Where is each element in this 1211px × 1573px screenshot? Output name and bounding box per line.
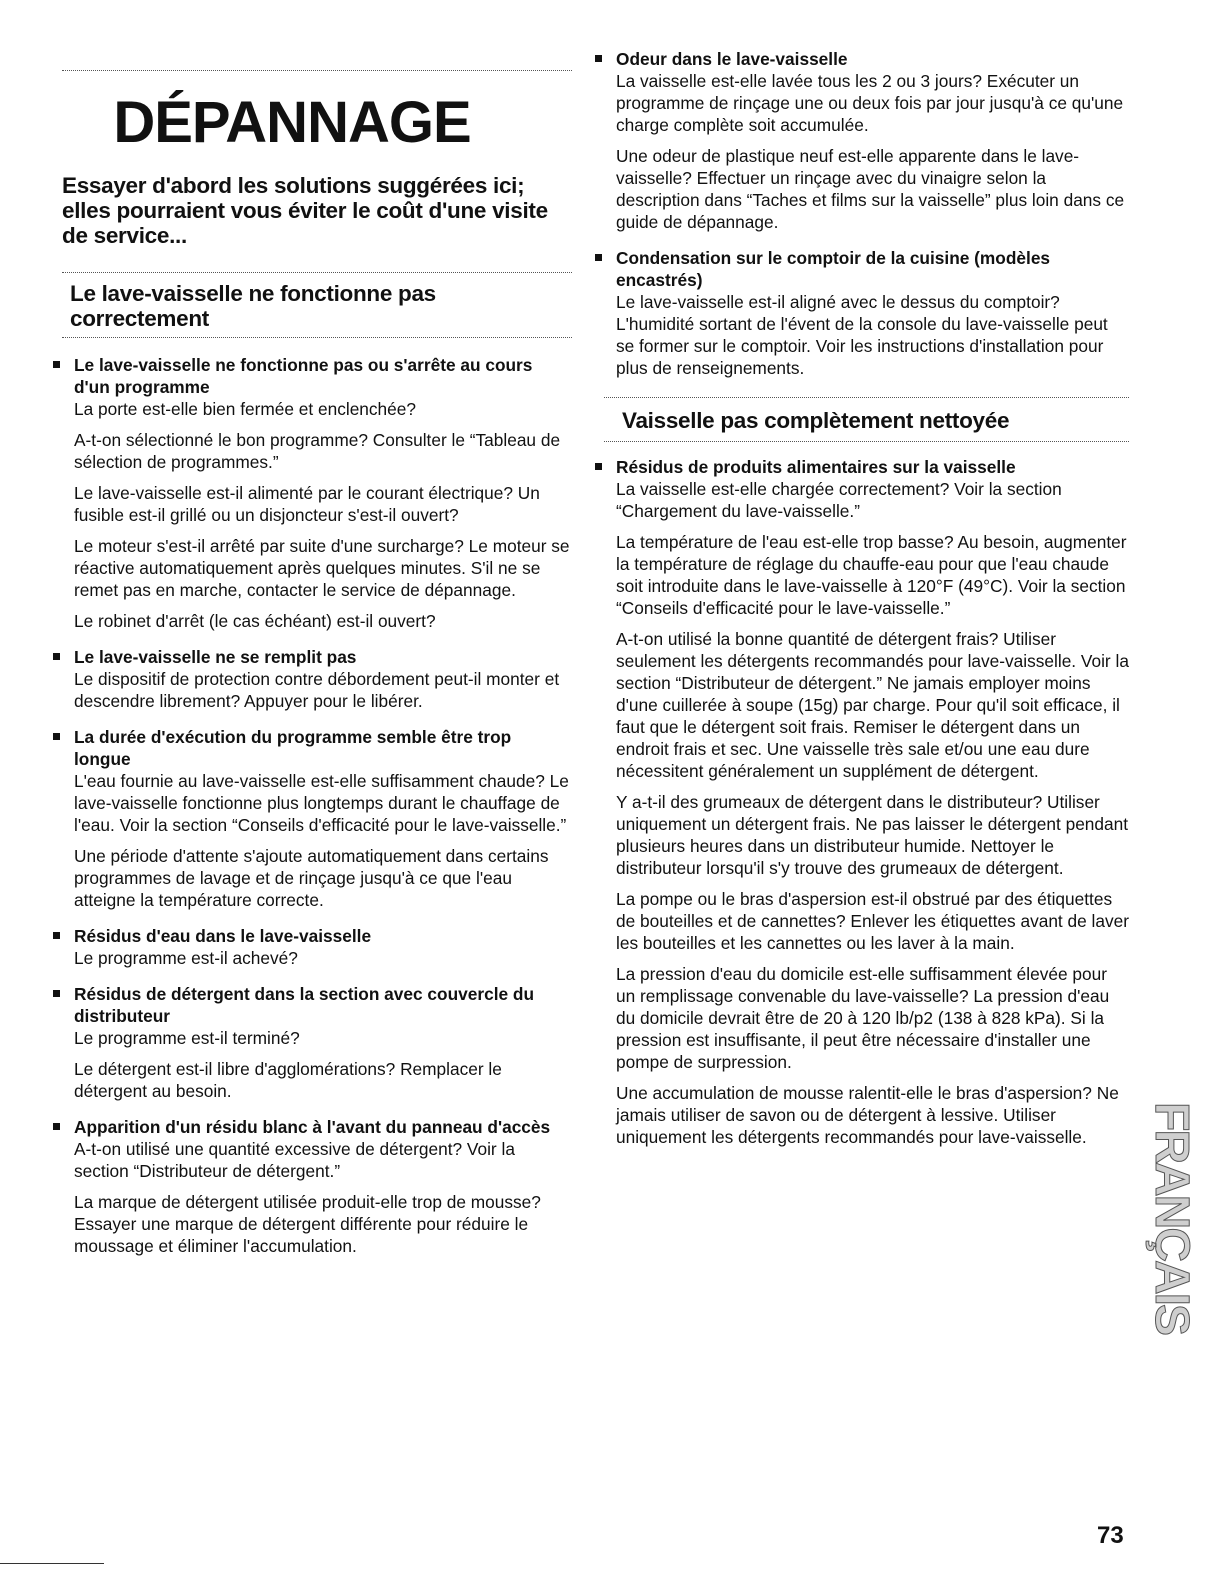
bullet-icon (53, 361, 60, 368)
section-rule (604, 397, 1129, 398)
item-paragraph: Le programme est-il terminé? (74, 1028, 300, 1048)
item-paragraph: Une odeur de plastique neuf est-elle apparente dans le lave-vaisselle? Effectuer un rinçage avec du vinaigre selon la description dans “Taches et films sur la vaisselle” plus loin dans ce guide de dépannage. (616, 146, 1125, 232)
item-paragraph: La marque de détergent utilisée produit-elle trop de mousse? Essayer une marque de détergent différente pour réduire le moussage et éliminer l'accumulation. (74, 1192, 541, 1256)
bullet-icon (53, 653, 60, 660)
item-heading: Odeur dans le lave-vaisselle (616, 49, 848, 69)
troubleshoot-item (62, 983, 572, 1102)
troubleshoot-item (604, 247, 1129, 379)
troubleshoot-item (62, 925, 572, 969)
item-paragraph: La température de l'eau est-elle trop basse? Au besoin, augmenter la température de réglage du chauffe-eau pour que l'eau chaude soit introduite dans le lave-vaisselle à 120°F (49°C). Voir la section “Conseils d'efficacité pour le lave-vaisselle.” (616, 532, 1127, 618)
language-tab: FRANÇAIS (1145, 1101, 1198, 1334)
section-items (604, 48, 1129, 379)
left-column (62, 0, 572, 1266)
intro-text: Essayer d'abord les solutions suggérées ici; elles pourraient vous éviter le coût d'une visite de service... (62, 173, 548, 248)
troubleshoot-item (604, 48, 1129, 233)
item-heading: Condensation sur le comptoir de la cuisine (modèles encastrés) (616, 248, 1051, 290)
section-items (62, 354, 572, 1257)
item-paragraph: La vaisselle est-elle lavée tous les 2 ou 3 jours? Exécuter un programme de rinçage une ou deux fois par jour jusqu'à ce qu'une charge complète soit accumulée. (616, 71, 1124, 135)
item-paragraph: A-t-on utilisé la bonne quantité de détergent frais? Utiliser seulement les détergents recommandés pour lave-vaisselle. Voir la section “Distributeur de détergent.” Ne jamais employer moins d'une cuillerée à soupe (15g) par charge. Pour qu'il soit efficace, il faut que le détergent soit frais. Remiser le détergent dans un endroit frais et sec. Une vaisselle très sale et/ou une eau dure nécessitent généralement un supplément de détergent. (616, 629, 1129, 781)
troubleshoot-item (62, 1116, 572, 1257)
item-heading: Le lave-vaisselle ne fonctionne pas ou s'arrête au cours d'un programme (74, 355, 533, 397)
item-paragraph: Le dispositif de protection contre débordement peut-il monter et descendre librement? Appuyer pour le libérer. (74, 669, 560, 711)
bullet-icon (595, 254, 602, 261)
section-items (604, 456, 1129, 1148)
troubleshoot-item (62, 646, 572, 712)
bullet-icon (53, 733, 60, 740)
item-paragraph: La vaisselle est-elle chargée correctement? Voir la section “Chargement du lave-vaisselle.” (616, 479, 1062, 521)
item-heading: Apparition d'un résidu blanc à l'avant du panneau d'accès (74, 1117, 551, 1137)
item-paragraph: Y a-t-il des grumeaux de détergent dans le distributeur? Utiliser uniquement un détergent frais. Ne pas laisser le détergent pendant plusieurs heures dans un distributeur humide. Nettoyer le distributeur lorsqu'il s'y trouve des grumeaux de détergent. (616, 792, 1129, 878)
bullet-icon (53, 990, 60, 997)
item-heading: Résidus de détergent dans la section avec couvercle du distributeur (74, 984, 535, 1026)
item-paragraph: L'eau fournie au lave-vaisselle est-elle suffisamment chaude? Le lave-vaisselle fonctionne plus longtemps durant le chauffage de l'eau. Voir la section “Conseils d'efficacité pour le lave-vaisselle.” (74, 771, 569, 835)
item-paragraph: Le détergent est-il libre d'agglomérations? Remplacer le détergent au besoin. (74, 1059, 502, 1101)
item-heading: Résidus de produits alimentaires sur la vaisselle (616, 457, 1016, 477)
item-paragraph: Le lave-vaisselle est-il aligné avec le dessus du comptoir? L'humidité sortant de l'évent de la console du lave-vaisselle peut se former sur le comptoir. Voir les instructions d'installation pour plus de renseignements. (616, 292, 1108, 378)
page-number: 73 (1097, 1522, 1124, 1549)
item-paragraph: Le lave-vaisselle est-il alimenté par le courant électrique? Un fusible est-il grillé ou un disjoncteur s'est-il ouvert? (74, 483, 540, 525)
troubleshoot-item (62, 726, 572, 911)
item-paragraph: Le robinet d'arrêt (le cas échéant) est-il ouvert? (74, 611, 436, 631)
item-paragraph: A-t-on utilisé une quantité excessive de détergent? Voir la section “Distributeur de détergent.” (74, 1139, 515, 1181)
item-paragraph: La pompe ou le bras d'aspersion est-il obstrué par des étiquettes de bouteilles et de cannettes? Enlever les étiquettes avant de laver les bouteilles et les cannettes ou les laver à la main. (616, 889, 1130, 953)
section-rule (604, 441, 1129, 442)
page-title: DÉPANNAGE (113, 90, 471, 155)
bullet-icon (595, 463, 602, 470)
bullet-icon (595, 55, 602, 62)
section-rule (62, 272, 572, 273)
section-rule (62, 337, 572, 338)
footer-rule (0, 1563, 104, 1564)
item-paragraph: Une période d'attente s'ajoute automatiquement dans certains programmes de lavage et de rinçage jusqu'à ce que l'eau atteigne la température correcte. (74, 846, 549, 910)
right-column (604, 0, 1129, 1157)
troubleshoot-item (604, 456, 1129, 1148)
item-paragraph: Une accumulation de mousse ralentit-elle le bras d'aspersion? Ne jamais utiliser de savon ou de détergent à lessive. Utiliser uniquement les détergents recommandés pour lave-vaisselle. (616, 1083, 1119, 1147)
item-paragraph: Le programme est-il achevé? (74, 948, 298, 968)
bullet-icon (53, 932, 60, 939)
item-heading: Résidus d'eau dans le lave-vaisselle (74, 926, 372, 946)
item-paragraph: La pression d'eau du domicile est-elle suffisamment élevée pour un remplissage convenable du lave-vaisselle? La pression d'eau du domicile devrait être de 20 à 120 lb/p2 (138 à 828 kPa). Si la pression est insuffisante, il peut être nécessaire d'installer une pompe de surpression. (616, 964, 1110, 1072)
item-paragraph: La porte est-elle bien fermée et enclenchée? (74, 399, 417, 419)
item-paragraph: A-t-on sélectionné le bon programme? Consulter le “Tableau de sélection de programmes.” (74, 430, 561, 472)
item-heading: La durée d'exécution du programme semble être trop longue (74, 727, 512, 769)
troubleshoot-item (62, 354, 572, 632)
bullet-icon (53, 1123, 60, 1130)
top-rule (62, 70, 572, 71)
section-title: Vaisselle pas complètement nettoyée (622, 408, 1010, 433)
item-heading: Le lave-vaisselle ne se remplit pas (74, 647, 357, 667)
item-paragraph: Le moteur s'est-il arrêté par suite d'une surcharge? Le moteur se réactive automatiquement après quelques minutes. S'il ne se remet pas en marche, contacter le service de dépannage. (74, 536, 570, 600)
section-title: Le lave-vaisselle ne fonctionne pas correctement (70, 281, 436, 331)
